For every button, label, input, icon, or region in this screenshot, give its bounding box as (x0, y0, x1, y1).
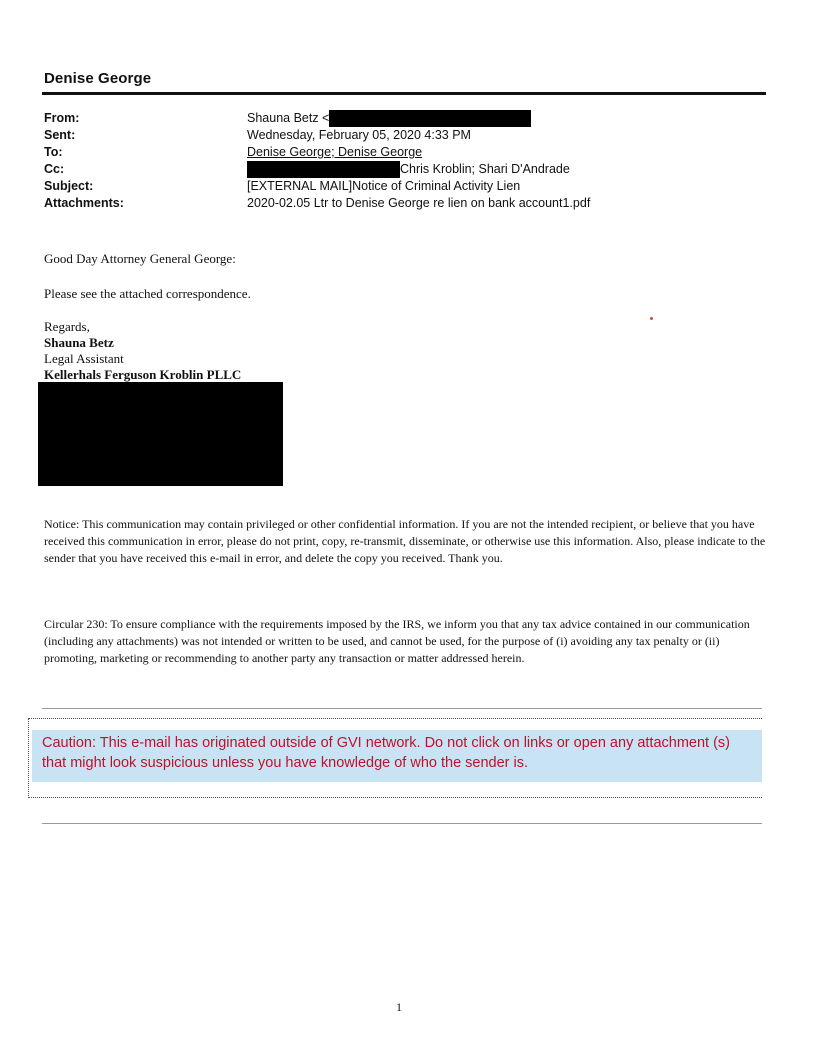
separator-dotted (28, 797, 762, 798)
separator-dotted (28, 718, 762, 719)
separator-line (42, 823, 762, 824)
from-value (247, 110, 531, 127)
to-value: Denise George; Denise George (247, 145, 423, 159)
redaction-block (247, 161, 400, 178)
page-number: 1 (396, 1000, 402, 1014)
message-text: Please see the attached correspondence. (44, 286, 251, 301)
mailbox-owner-name: Denise George (44, 70, 152, 87)
signer-title: Legal Assistant (44, 351, 124, 366)
sent-value: Wednesday, February 05, 2020 4:33 PM (247, 128, 471, 142)
attachment-filename: 2020-02.05 Ltr to Denise George re lien on bank account1.pdf (247, 196, 591, 210)
signer-firm: Kellerhals Ferguson Kroblin PLLC (44, 367, 242, 382)
cc-label: Cc: (44, 162, 65, 176)
from-label: From: (44, 111, 80, 125)
signer-name: Shauna Betz (44, 335, 114, 350)
attachments-label: Attachments: (44, 196, 124, 210)
separator-line (42, 708, 762, 709)
cc-value (247, 161, 570, 178)
scan-speck (650, 317, 653, 320)
subject-label: Subject: (44, 179, 94, 193)
sent-label: Sent: (44, 128, 76, 142)
confidentiality-notice: Notice: This communication may contain privileged or other confidential information. If you are not the intended recipient, or believe that you have received this communication in error, please do not print, copy, re-transmit, disseminate, or otherwise use this information. Also, please indicate to the sender that you have received this e-mail in error, and delete the copy you received. Thank you. (44, 517, 766, 565)
to-label: To: (44, 145, 63, 159)
redaction-block (329, 110, 531, 127)
caution-text: Caution: This e-mail has originated outside of GVI network. Do not click on links or open any attachment (s) that might look suspicious unless you have knowledge of who the sender is. (42, 735, 731, 771)
closing: Regards, (44, 319, 90, 334)
redaction-block (38, 382, 283, 486)
header-rule (42, 92, 766, 95)
external-mail-caution-banner (32, 730, 762, 782)
circular-230-notice: Circular 230: To ensure compliance with the requirements imposed by the IRS, we inform you that any tax advice contained in our communication (including any attachments) was not intended or written to be used, and cannot be used, for the purpose of (i) avoiding any tax penalty or (ii) promoting, marketing or recommending to another party any transaction or matter addressed herein. (44, 617, 750, 665)
greeting: Good Day Attorney General George: (44, 251, 236, 266)
frame-left-edge (28, 718, 29, 798)
subject-value: [EXTERNAL MAIL]Notice of Criminal Activity Lien (247, 179, 521, 193)
from-sender: Shauna Betz < (247, 111, 330, 125)
cc-recipients: Chris Kroblin; Shari D'Andrade (400, 162, 570, 176)
